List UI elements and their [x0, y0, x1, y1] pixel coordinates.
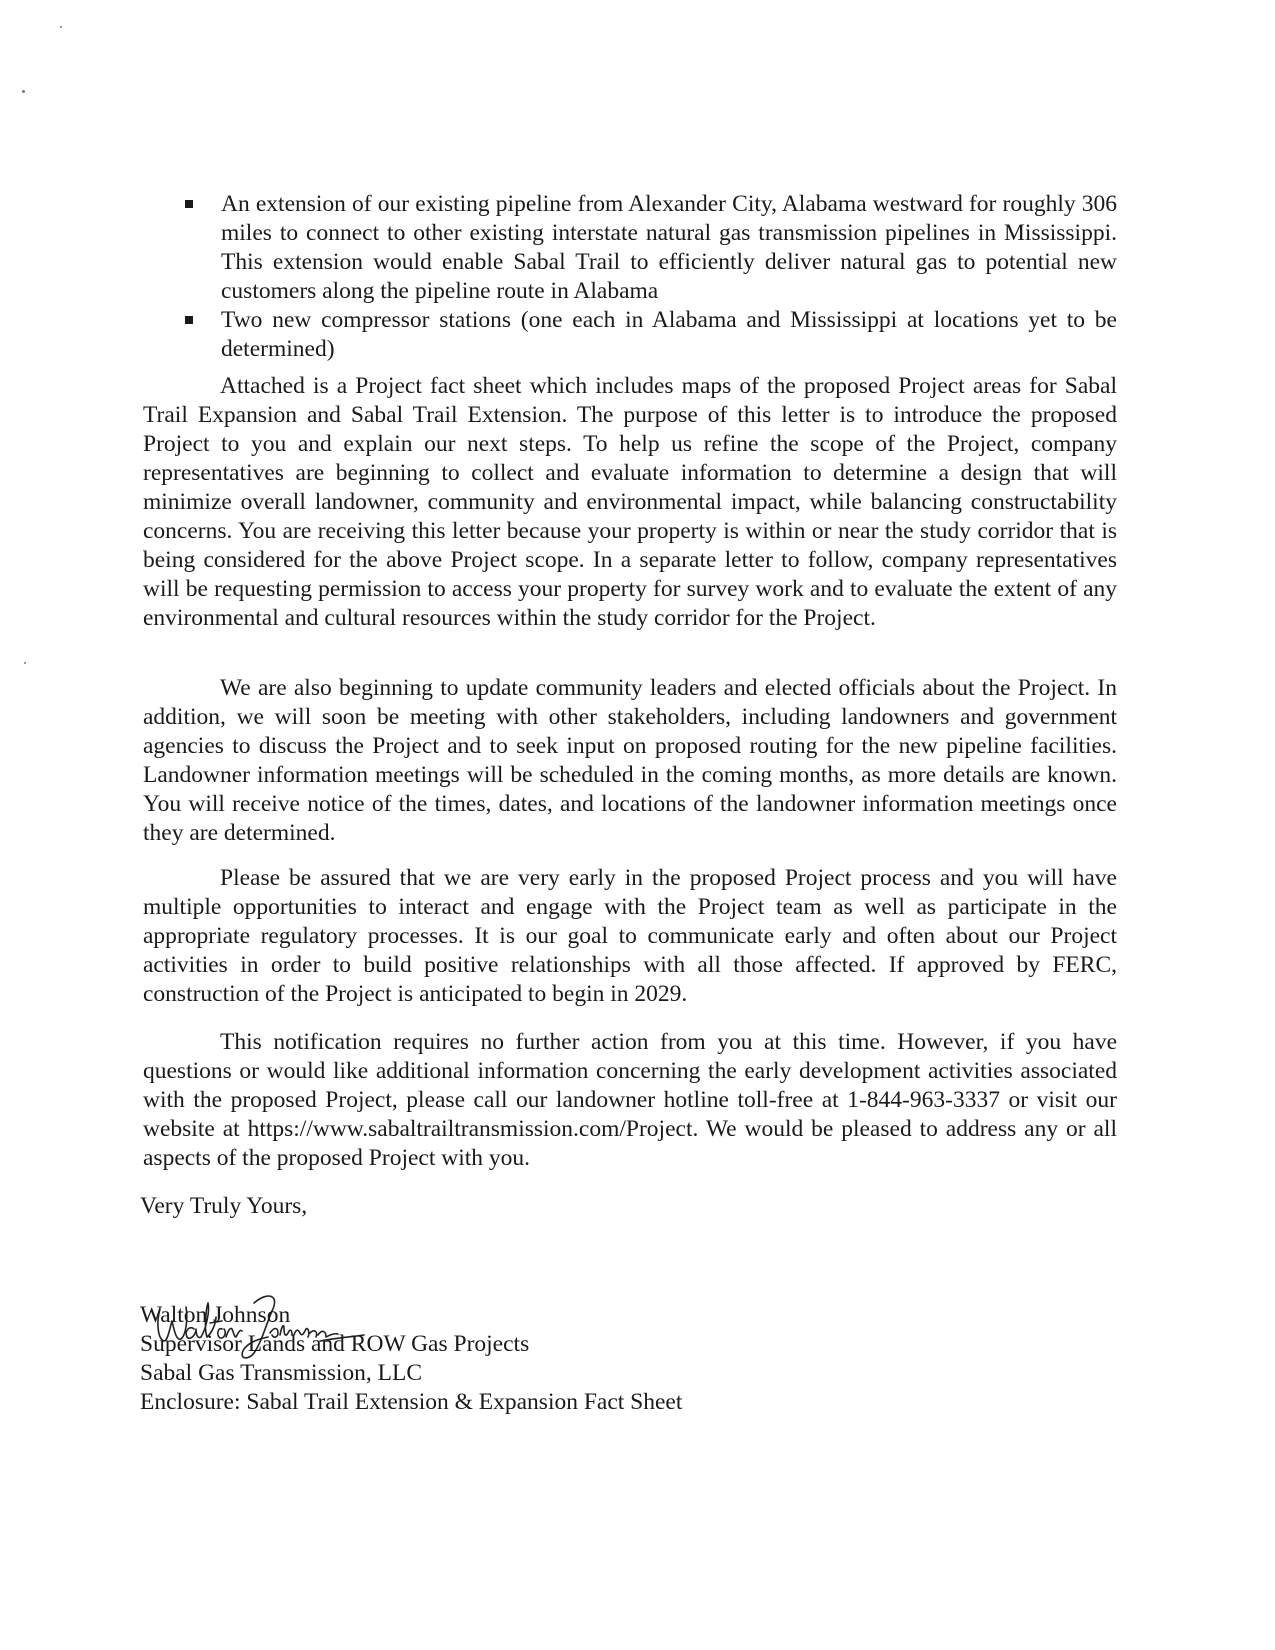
paragraph-update [143, 674, 1117, 848]
paragraph-text: Please be assured that we are very early in the proposed Project process and you will have multiple opportunities to interact and engage with the Project team as well as participate in the appropriate regulatory processes. It is our goal to communicate early and often about our Project activities in order to build positive relationships with all those affected. If approved by FERC, construction of the Project is anticipated to begin in 2029. [143, 865, 1117, 1007]
signer-company: Sabal Gas Transmission, LLC [140, 1360, 423, 1386]
bullet-item [143, 306, 1117, 364]
signer-name: Walton Johnson [140, 1302, 291, 1328]
scan-speck [22, 90, 25, 93]
square-bullet-icon [185, 200, 193, 208]
paragraph-notification [143, 1028, 1117, 1173]
scan-speck [24, 662, 26, 664]
signature-block [140, 1301, 682, 1417]
bullet-list [143, 190, 1117, 364]
bullet-item [143, 190, 1117, 306]
square-bullet-icon [185, 316, 193, 324]
paragraph-text: This notification requires no further action from you at this time. However, if you have questions or would like additional information concerning the early development activities associated with the proposed Project, please call our landowner hotline toll-free at 1-844-963-3337 or visit our website at https://www.sabaltrailtransmission.com/Project. We would be pleased to address any or all aspects of the proposed Project with you. [143, 1029, 1117, 1171]
scan-speck [60, 26, 62, 28]
bullet-text: Two new compressor stations (one each in Alabama and Mississippi at locations yet to be determined) [221, 307, 1117, 362]
paragraph-text: We are also beginning to update community leaders and elected officials about the Project. In addition, we will soon be meeting with other stakeholders, including landowners and government agencies to discuss the Project and to seek input on proposed routing for the new pipeline facilities. Landowner information meetings will be scheduled in the coming months, as more details are known. You will receive notice of the times, dates, and locations of the landowner information meetings once they are determined. [143, 675, 1117, 846]
bullet-text: An extension of our existing pipeline from Alexander City, Alabama westward for roughly 306 miles to connect to other existing interstate natural gas transmission pipelines in Mississippi. This extension would enable Sabal Trail to efficiently deliver natural gas to potential new customers along the pipeline route in Alabama [221, 191, 1117, 304]
enclosure-line: Enclosure: Sabal Trail Extension & Expansion Fact Sheet [140, 1389, 683, 1415]
paragraph-assured [143, 864, 1117, 1009]
signer-title: Supervisor Lands and ROW Gas Projects [140, 1331, 530, 1357]
paragraph-text: Attached is a Project fact sheet which includes maps of the proposed Project areas for Sabal Trail Expansion and Sabal Trail Extension. The purpose of this letter is to introduce the proposed Project to you and explain our next steps. To help us refine the scope of the Project, company representatives are beginning to collect and evaluate information to determine a design that will minimize overall landowner, community and environmental impact, while balancing constructability concerns. You are receiving this letter because your property is within or near the study corridor that is being considered for the above Project scope. In a separate letter to follow, company representatives will be requesting permission to access your property for survey work and to evaluate the extent of any environmental and cultural resources within the study corridor for the Project. [143, 373, 1117, 631]
paragraph-attached [143, 372, 1117, 633]
salutation: Very Truly Yours, [140, 1193, 308, 1219]
